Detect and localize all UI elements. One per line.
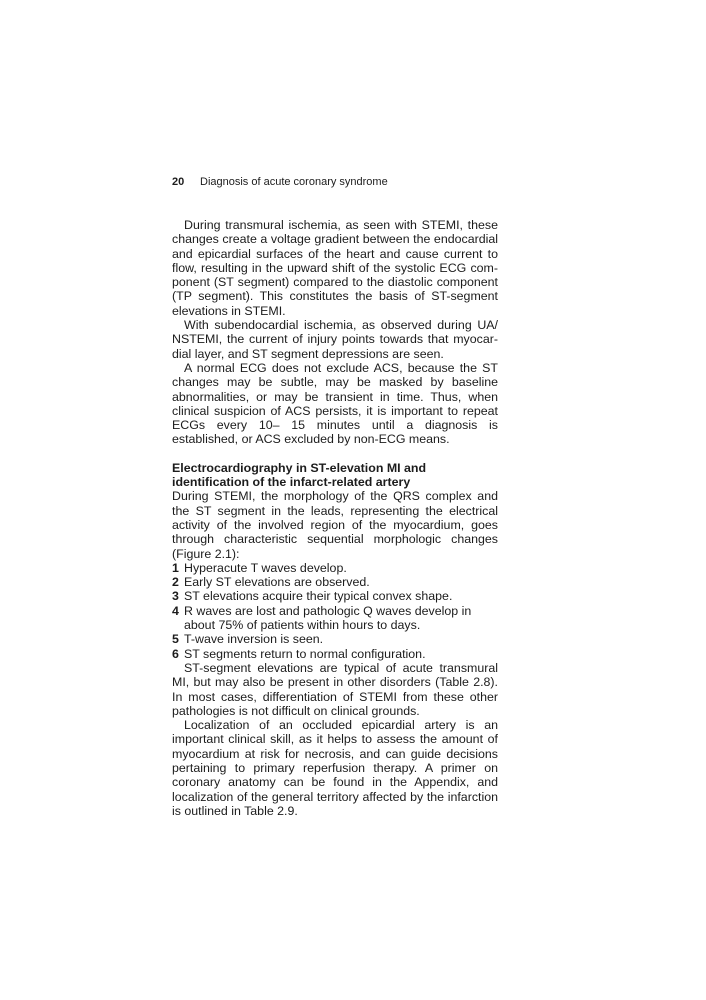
paragraph-transmural-ischemia: During transmural ischemia, as seen with STEMI, these changes create a voltage gradient between the endocardial and epicardial surfaces of the heart and cause current to flow, resulting in the upward shift of the systolic ECG component (ST segment) compared to the diastolic component (TP segment). This constitutes the basis of ST-segment elevations in STEMI. [172,218,498,318]
list-item [172,561,498,575]
paragraph-subendocardial-ischemia: With subendocardial ischemia, as observed during UA/ NSTEMI, the current of injury points towards that myocardial layer, and ST segment depressions are seen. [172,318,498,361]
list-item [172,604,498,633]
list-item [172,632,498,646]
page-number: 20 [172,176,185,188]
list-number: 5 [172,632,179,647]
list-text: ST elevations acquire their typical convex shape. [184,589,453,604]
list-number: 2 [172,575,179,590]
list-item [172,589,498,603]
list-text: Hyperacute T waves develop. [184,560,347,575]
paragraph-localization: Localization of an occluded epicardial artery is an important clinical skill, as it helps to assess the amount of myocardium at risk for necrosis, and can guide decisions pertaining to primary reperfusion therapy. A primer on coronary anatomy can be found in the Appendix, and localization of the general territory affected by the infarction is outlined in Table 2.9. [172,718,498,818]
list-text: Early ST elevations are observed. [184,575,370,590]
morphologic-changes-list [172,561,498,661]
list-number: 1 [172,560,179,575]
list-number: 4 [172,603,179,618]
list-number: 3 [172,589,179,604]
list-text: R waves are lost and pathologic Q waves develop in about 75% of patients within hours to days. [184,603,472,633]
section-heading: Electrocardiography in ST-elevation MI and identification of the infarct-related artery [172,460,427,490]
list-item [172,647,498,661]
running-title: Diagnosis of acute coronary syndrome [200,176,388,188]
list-number: 6 [172,646,179,661]
running-header [172,174,388,190]
list-text: T-wave inversion is seen. [184,632,324,647]
paragraph-normal-ecg: A normal ECG does not exclude ACS, because the ST changes may be subtle, may be masked by baseline abnormalities, or may be transient in time. Thus, when clinical suspicion of ACS persists, it is important to repeat ECGs every 10– 15 minutes until a diagnosis is established, or ACS excluded by non-ECG means. [172,360,498,447]
paragraph-st-elevations: ST-segment elevations are typical of acute transmural MI, but may also be present in other disorders (Table 2.8). In most cases, differentiation of STEMI from these other pathologies is not difficult on clinical grounds. [172,660,498,718]
list-item [172,575,498,589]
body-text [172,218,498,818]
paragraph-stemi-morphology: During STEMI, the morphology of the QRS complex and the ST segment in the leads, representing the electrical activity of the involved region of the myocardium, goes through characteristic sequential morphologic changes (Figure 2.1): [172,489,498,561]
list-text: ST segments return to normal configuration. [184,646,426,661]
